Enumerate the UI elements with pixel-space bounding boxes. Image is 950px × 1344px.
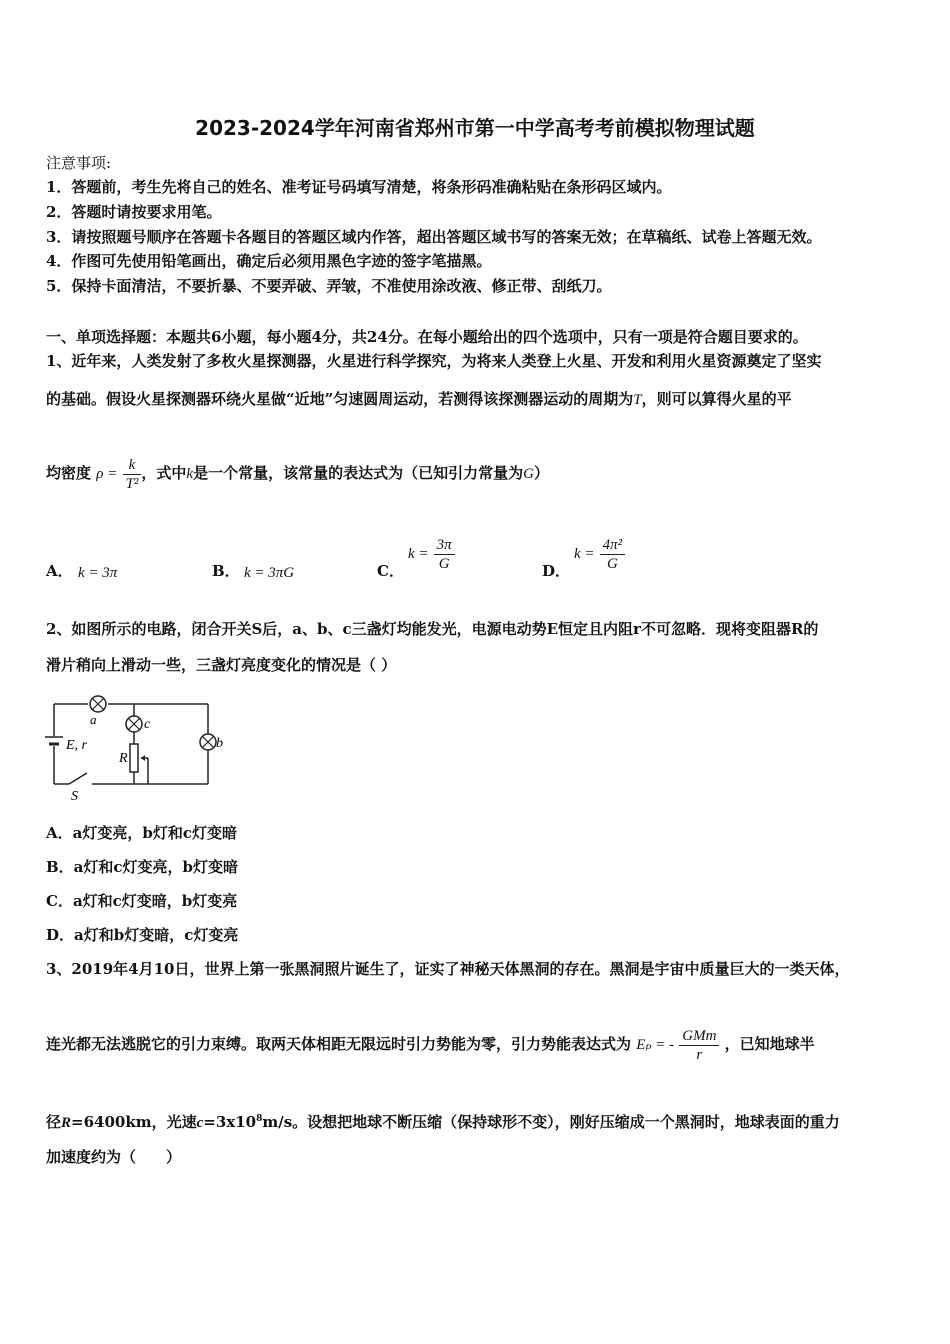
q3-exponent: 8 [256,1114,263,1124]
q1-option-d-den: G [606,556,618,572]
lamp-c-icon [126,716,142,732]
notice-item-2: 2．答题时请按要求用笔。 [46,203,222,221]
q3-line-2 [46,1024,815,1065]
q3-line-3 [46,1108,840,1134]
q3-line-3b: =6400km，光速 [71,1113,197,1131]
q1-option-d-expr [574,536,625,573]
ep-fraction [679,1027,719,1064]
q2-option-b: B．a灯和c灯变亮，b灯变暗 [46,858,239,876]
label-c: c [144,717,151,732]
q3-line-3d: m/s。设想把地球不断压缩（保持球形不变），刚好压缩成一个黑洞时，地球表面的重力 [262,1113,840,1131]
q3-line-3a: 径 [46,1113,62,1131]
q1-line-2 [46,388,792,411]
q1-option-d-lhs: k = [574,546,595,562]
ep-denominator: r [696,1046,703,1063]
q2-option-d: D．a灯和b灯变暗，c灯变亮 [46,926,239,944]
q1-option-c-label: C． [377,562,404,580]
q1-var-k: k [186,466,194,482]
q1-option-a-expr: k = 3π [78,565,118,581]
label-S: S [71,789,78,804]
rho-lhs: ρ = [96,466,118,482]
notice-item-5: 5．保持卡面清洁，不要折暴、不要弄破、弄皱，不准使用涂改液、修正带、刮纸刀。 [46,277,612,295]
q1-option-d-fraction [600,536,626,573]
q2-option-a: A．a灯变亮，b灯和c灯变暗 [46,824,237,842]
label-source: E, r [66,738,87,753]
q3-line-2a: 连光都无法逃脱它的引力束缚。取两天体相距无限远时引力势能为零，引力势能表达式为 [46,1035,632,1053]
q1-var-T: T [633,392,642,408]
q3-line-2b: ，已知地球半 [724,1035,815,1053]
q2-line-1: 2、如图所示的电路，闭合开关S后，a、b、c三盏灯均能发光，电源电动势E恒定且内阻r不可忽略．现将变阻器R的 [46,620,819,638]
rho-denominator: T² [125,475,139,492]
label-a: a [90,712,97,727]
q1-line-3d: ） [533,464,549,482]
q1-line-3a: 均密度 [46,464,92,482]
q1-option-c-expr [408,536,455,573]
q1-option-c-lhs: k = [408,546,429,562]
section-heading: 一、单项选择题：本题共6小题，每小题4分，共24分。在每小题给出的四个选项中，只有一项是符合题目要求的。 [46,328,808,346]
label-R: R [119,751,128,766]
q1-option-b-label: B． [212,562,240,580]
q2-line-2: 滑片稍向上滑动一些，三盏灯亮度变化的情况是（ ） [46,656,397,674]
notice-item-3: 3．请按照题号顺序在答题卡各题目的答题区域内作答，超出答题区域书写的答案无效；在草稿纸、试卷上答题无效。 [46,228,822,246]
ep-lhs: Eₚ = - [636,1037,675,1053]
q2-option-c: C．a灯和c灯变暗，b灯变亮 [46,892,238,910]
q1-line-2a: 的基础。假设火星探测器环绕火星做“近地”匀速圆周运动，若测得该探测器运动的周期为 [46,390,634,408]
slider-arrow-icon [141,755,145,761]
q1-option-d-label: D． [542,562,571,580]
q1-option-d-num: 4π² [600,536,626,555]
q1-line-3b: ，式中 [141,464,187,482]
q1-option-c-fraction [434,536,455,573]
notice-heading: 注意事项: [46,154,112,172]
ep-numerator: GMm [679,1027,719,1046]
q1-line-3 [46,453,549,494]
q1-line-3c: 是一个常量，该常量的表达式为（已知引力常量为 [193,464,524,482]
q1-var-G: G [523,466,534,482]
lamp-b-icon [200,734,216,750]
q3-var-R: R [61,1115,72,1131]
battery-symbol [45,737,63,744]
q1-option-c-den: G [438,556,450,572]
label-b: b [216,736,223,751]
q3-var-c: c [196,1115,204,1131]
lamp-a-icon [90,696,106,712]
q1-option-a-label: A． [46,562,73,580]
q1-option-c-num: 3π [434,536,455,555]
switch-symbol [69,773,87,784]
q3-line-3c: =3x10 [203,1113,257,1131]
page-title: 2023-2024学年河南省郑州市第一中学高考考前模拟物理试题 [195,116,755,140]
rho-numerator: k [123,456,142,475]
q1-option-b-expr: k = 3πG [244,565,295,581]
notice-item-4: 4．作图可先使用铅笔画出，确定后必须用黑色字迹的签字笔描黑。 [46,252,492,270]
notice-item-1: 1．答题前，考生先将自己的姓名、准考证号码填写清楚，将条形码准确粘贴在条形码区域内。 [46,178,672,196]
rheostat-symbol [130,744,138,772]
q1-line-2b: ，则可以算得火星的平 [641,390,792,408]
rho-fraction [123,456,142,493]
q3-line-1: 3、2019年4月10日，世界上第一张黑洞照片诞生了，证实了神秘天体黑洞的存在。黑洞是宇宙中质量巨大的一类天体， [46,960,850,978]
q1-line-1: 1、近年来，人类发射了多枚火星探测器，火星进行科学探究，为将来人类登上火星、开发和利用火星资源奠定了坚实 [46,352,822,370]
q3-line-4: 加速度约为（ ） [46,1148,182,1166]
circuit-diagram [44,690,234,805]
